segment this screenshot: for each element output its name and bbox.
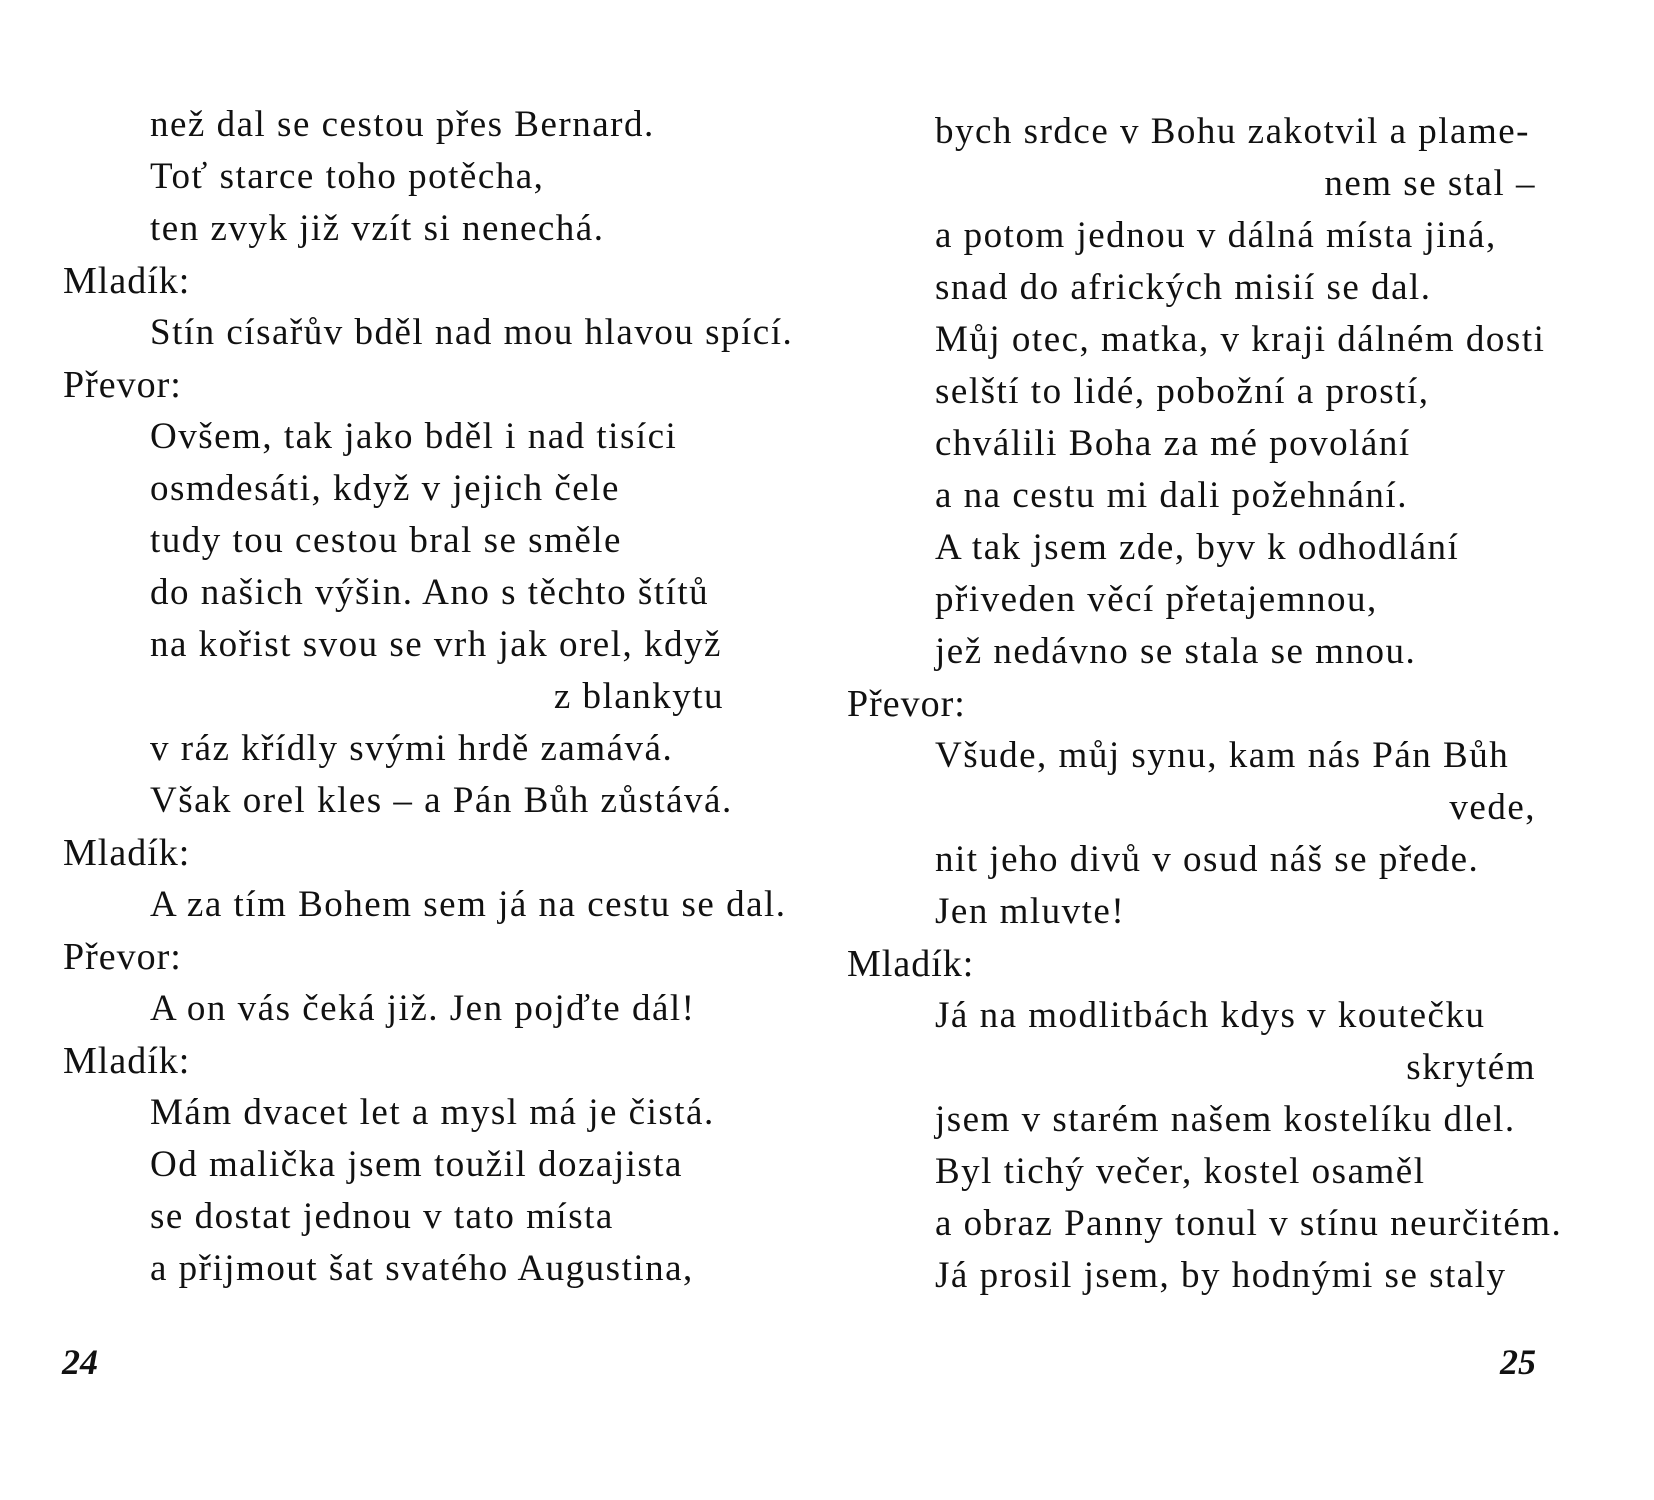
text-line: Já na modlitbách kdys v koutečku (935, 995, 1486, 1036)
text-line: nit jeho divů v osud náš se přede. (935, 839, 1480, 880)
text-line: A on vás čeká již. Jen pojďte dál! (150, 988, 696, 1029)
text-line: Stín císařův bděl nad mou hlavou spící. (150, 312, 794, 353)
page-number: 24 (62, 1342, 98, 1382)
text-line: a přijmout šat svatého Augustina, (150, 1248, 694, 1289)
speaker-label: Mladík: (63, 1040, 191, 1082)
text-line: přiveden věcí přetajemnou, (935, 579, 1378, 620)
page-number: 25 (1500, 1342, 1536, 1382)
text-line: Byl tichý večer, kostel osaměl (935, 1151, 1426, 1192)
text-line: a obraz Panny tonul v stínu neurčitém. (935, 1203, 1563, 1244)
text-line: Toť starce toho potěcha, (150, 156, 545, 197)
text-line: selští to lidé, pobožní a prostí, (935, 371, 1430, 412)
text-line-continuation: skrytém (1406, 1047, 1536, 1088)
text-line-continuation: nem se stal – (1324, 163, 1536, 204)
speaker-label: Mladík: (63, 260, 191, 302)
text-line: v ráz křídly svými hrdě zamává. (150, 728, 674, 769)
text-line: osmdesáti, když v jejich čele (150, 468, 620, 509)
right-page (827, 0, 1654, 1500)
text-line: Jen mluvte! (935, 891, 1126, 932)
speaker-label: Převor: (847, 683, 966, 725)
text-line: bych srdce v Bohu zakotvil a plame- (935, 111, 1530, 152)
text-line: Však orel kles – a Pán Bůh zůstává. (150, 780, 733, 821)
text-line: jež nedávno se stala se mnou. (935, 631, 1417, 672)
text-line-continuation: z blankytu (553, 676, 724, 717)
text-line: jsem v starém našem kostelíku dlel. (935, 1099, 1516, 1140)
text-line: snad do afrických misií se dal. (935, 267, 1432, 308)
text-line-continuation: vede, (1449, 787, 1536, 828)
text-line: chválili Boha za mé povolání (935, 423, 1411, 464)
text-line: A za tím Bohem sem já na cestu se dal. (150, 884, 787, 925)
text-line: se dostat jednou v tato místa (150, 1196, 614, 1237)
text-line: Můj otec, matka, v kraji dálném dosti (935, 319, 1546, 360)
text-line: Od malička jsem toužil dozajista (150, 1144, 683, 1185)
text-line: Mám dvacet let a mysl má je čistá. (150, 1092, 715, 1133)
text-line: tudy tou cestou bral se směle (150, 520, 622, 561)
speaker-label: Mladík: (847, 943, 975, 985)
text-line: do našich výšin. Ano s těchto štítů (150, 572, 710, 613)
text-line: Ovšem, tak jako bděl i nad tisíci (150, 416, 678, 457)
text-line: a na cestu mi dali požehnání. (935, 475, 1408, 516)
text-line: ten zvyk již vzít si nenechá. (150, 208, 605, 249)
speaker-label: Převor: (63, 936, 182, 978)
speaker-label: Mladík: (63, 832, 191, 874)
text-line: na kořist svou se vrh jak orel, když (150, 624, 722, 665)
speaker-label: Převor: (63, 364, 182, 406)
text-line: A tak jsem zde, byv k odhodlání (935, 527, 1460, 568)
text-line: Všude, můj synu, kam nás Pán Bůh (935, 735, 1510, 776)
text-line: než dal se cestou přes Bernard. (150, 104, 655, 145)
text-line: Já prosil jsem, by hodnými se staly (935, 1255, 1507, 1296)
text-line: a potom jednou v dálná místa jiná, (935, 215, 1497, 256)
